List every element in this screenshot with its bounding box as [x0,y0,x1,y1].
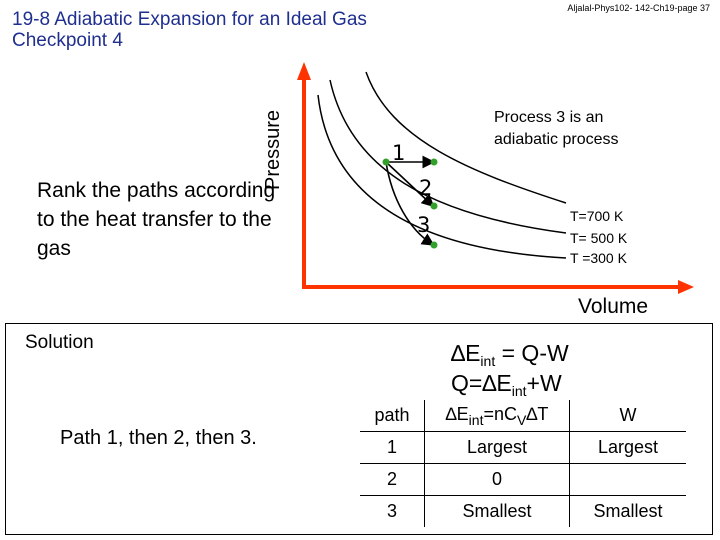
y-axis-arrow [297,62,311,80]
row-1-eint: Largest [425,432,570,464]
row-3-work: Smallest [570,496,687,528]
first-law-equation: $\Delta E_{int} = Q-W$ [451,340,569,369]
process-note: Process 3 is an adiabatic process [494,109,619,148]
table-row [360,464,686,496]
path-label-3: 3 [417,213,431,237]
path-label-1: 1 [392,141,406,165]
page-subtitle: Checkpoint 4 [12,30,123,51]
y-axis-label: Pressure [262,109,284,190]
page-title: 19-8 Adiabatic Expansion for an Ideal Gas [12,9,367,30]
col-eint-header: $\Delta E_{int}=nC_V\Delta T$ [425,400,570,432]
isotherm-label-700: T=700 K [570,208,624,224]
table-row [360,496,686,528]
row-2-path: 2 [360,464,425,496]
answer-text: Path 1, then 2, then 3. [60,427,257,449]
table-row [360,432,686,464]
isotherm-label-500: T= 500 K [570,230,628,246]
row-3-path: 3 [360,496,425,528]
path-label-2: 2 [419,176,433,200]
question-text: Rank the paths according to the heat transfer to the gas [37,179,276,260]
row-1-path: 1 [360,432,425,464]
row-2-work [570,464,687,496]
heat-equation: $Q=\Delta E_{int}+W$ [451,370,562,399]
row-2-eint: 0 [425,464,570,496]
row-3-eint: Smallest [425,496,570,528]
initial-point [383,159,390,166]
row-1-work: Largest [570,432,687,464]
end-point-3 [431,242,438,249]
table-header-row [360,400,686,432]
x-axis-label: Volume [578,295,649,318]
solution-label: Solution [25,332,94,353]
col-work-header: W [570,400,687,432]
x-axis-arrow [678,280,694,294]
heat-transfer-table [360,400,686,527]
end-point-1 [431,159,438,166]
col-path-header: path [374,405,410,425]
isotherm-label-300: T =300 K [570,250,627,266]
slide-ref: Aljalal-Phys102- 142-Ch19-page 37 [567,3,710,13]
end-point-2 [431,203,438,210]
